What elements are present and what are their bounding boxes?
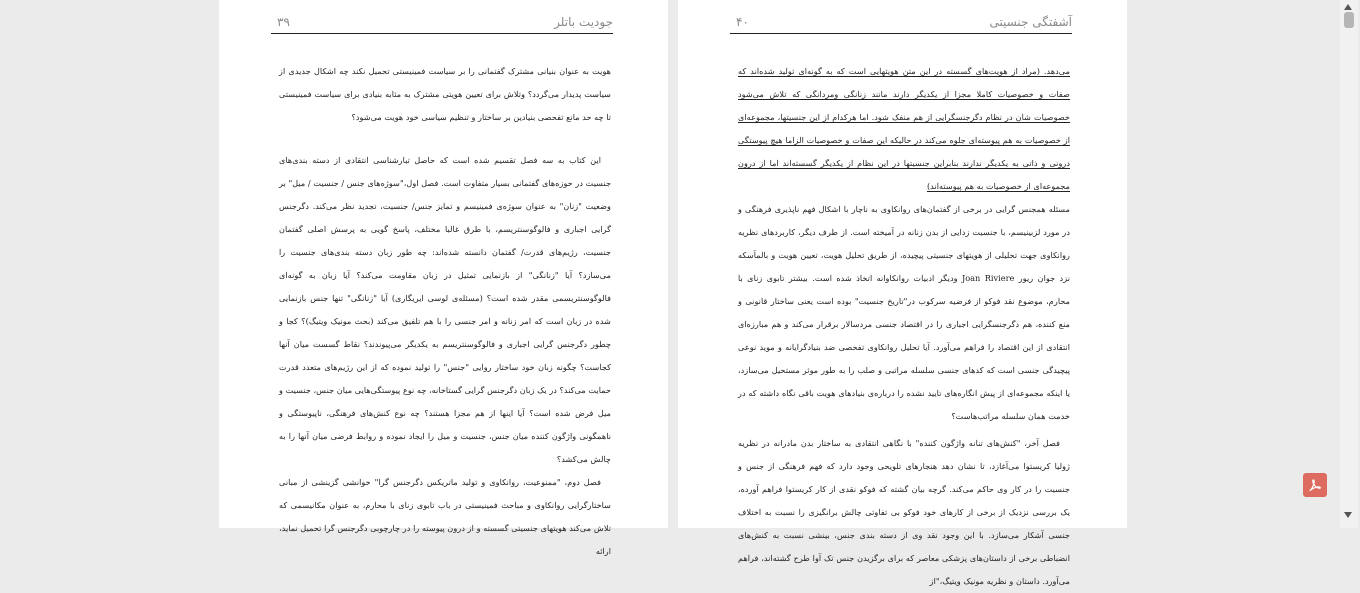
- page-body: [738, 60, 1070, 593]
- paragraph: مسئله همجنس گرایی در برخی از گفتمان‌های روانکاوی به ناچار با اشکال فهم ناپذیری فرهنگی و در مورد لزبینیسم، با جنسیت زدایی از بدن زنانه در آمیخته است. از طرف دیگر، کاربردهای نظریه روانکاوی جهت تحلیلی از هویتهای جنسیتی پیچیده، از طریق تحلیل هویت، تعیین هویت و بالمآسکه نزد جوان ریور Joan Riviere ودیگر ادبیات روانکاوانه اتخاذ شده است. بیشتر تابوی زنای با محارم، موضوع نقد فوکو از فرضیه سرکوب در"تاریخ جنسیت" بوده است یعنی ساختار قانونی و منع کننده، هم دگرجنسگرایی اجباری را در اقتصاد جنسی مردسالار برقرار می‌کند و هم مبارزه‌ای انتقادی از این اقتصاد را فراهم می‌آورد. آیا تحلیل روانکاوی تفحصی ضد بنیادگرایانه و موید نوعی پیچیدگی جنسی است که کدهای جنسی سلسله مراتبی و صلب را به طور موثر مستحیل می‌سازد، یا اینکه مجموعه‌ای از پیش انگاره‌های تایید نشده را درباره‌ی بنیادهای هویت باقی نگاه داشته که در خدمت همان سلسله مراتب‌هاست؟: [738, 204, 1070, 421]
- running-head-title: آشفتگی جنسیتی: [989, 15, 1072, 29]
- paragraph: هویت به عنوان بنیانی مشترک گفتمانی را بر سیاست فمینیستی تحمیل نکند چه اشکال جدیدی از سیاست پدیدار می‌گردد؟ وتلاش برای تعیین هویتی مشترک به مثابه بنیادی برای سیاست فمینیستی تا چه حد مانع تفحصی بنیادین بر ساختار و تنظیم سیاسی خود هویت می‌شود؟: [279, 66, 611, 122]
- page-body: [279, 60, 611, 563]
- paragraph: فصل دوم، "ممنوعیت، روانکاوی و تولید ماتریکس دگرجنس گرا" خوانشی گزینشی از مبانی ساختارگرایی روانکاوی و مباحث فمینیستی در باب تابوی زنای با محارم، به عنوان مکانیسمی که تلاش می‌کند هویتهای جنسیتی گسسته و از درون پیوسته را در چارچوبی دگرجنس گرا تحمیل نماید، ارائه: [279, 477, 611, 556]
- paragraph: فصل آخر، "کنش‌های تنانه واژگون کننده" با نگاهی انتقادی به ساختار بدن مادرانه در نظریه ژولیا کریستوا می‌آغازد، تا نشان دهد هنجارهای تلویحی وجود دارد که فهم فرهنگی از جنس و جنسیت را در کار وی حاکم می‌کند. گرچه بیان گشته که فوکو نقدی از کار کریستوا فراهم آورده، یک بررسی نزدیک از برخی از کارهای خود فوکو بی تفاوتی چالش برانگیزی را نسبت به اختلاف جنسی آشکار می‌سازد. با این وجود نقد وی از دسته بندی جنس، بینشی نسبت به کنش‌های انضباطی برخی از داستان‌های پزشکی معاصر که برای برگزیدن جنس تک آوا طرح گشته‌اند، فراهم می‌آورد. داستان و نظریه مونیک ویتیگ،"از: [738, 438, 1070, 586]
- vertical-scrollbar[interactable]: [1340, 0, 1358, 528]
- document-page-40: [678, 0, 1127, 586]
- page-header: [730, 10, 1072, 34]
- page-number: ۴۰: [736, 15, 749, 29]
- page-header: [271, 10, 613, 34]
- pdf-icon[interactable]: [1303, 473, 1327, 497]
- page-number: ۳۹: [277, 15, 290, 29]
- underlined-paragraph: می‌دهد. (مراد از هویت‌های گسسته در این متن هویتهایی است که به گونه‌ای تولید شده‌اند که صفات و خصوصیات کاملا مجزا از یکدیگر دارند مانند زنانگی ومردانگی که تلاش می‌شود خصوصیات شان در نظام دگرجنسگرایی از هم منفک شود. اما هرکدام از این جنسیتها، مجموعه‌ای از خصوصیات به هم پیوسته‌ای جلوه می‌کند در حالیکه این صفات و خصوصیات الزاما هیچ پیوستگی درونی و ذاتی به یکدیگر ندارند بنابراین جنسیتها در این نظام از یکدیگر گسسته‌اند اما از درون مجموعه‌ای از خصوصیات به هم پیوسته‌اند): [738, 66, 1070, 191]
- document-page-39: [219, 0, 668, 556]
- running-head-author: جودیت باتلر: [554, 15, 613, 29]
- scroll-down-arrow-icon[interactable]: [1344, 512, 1352, 518]
- paragraph: این کتاب به سه فصل تقسیم شده است که حاصل تبارشناسی انتقادی از دسته بندی‌های جنسیت در حوزه‌های گفتمانی بسیار متفاوت است. فصل اول،"سوژه‌های جنس / جنسیت / میل" بر وضعیت "زنان" به عنوان سوژه‌ی فمینیسم و تمایز جنس/ جنسیت، تجدید نظر می‌کند. دگرجنس گرایی اجباری و فالوگوسنتریسم، با طرق غالبا مختلف، پاسخ گویی به پرسش اصلی گفتمان جنسیت، رژیم‌های قدرت/ گفتمان دانسته شده‌اند: چه طور زبان دسته بندی‌های جنسیت را می‌سازد؟ آیا "زنانگی" از بازنمایی تمثیل در زبان مقاومت می‌کند؟ آیا زبان به گونه‌ای فالوگوسنتریسمی مقدر شده است؟ (مسئله‌ی لوسی ایریگاری) آیا "زنانگی" تنها جنس بازنمایی شده در زبان است که امر زنانه و امر جنسی را با هم تلفیق می‌کند (بحث مونیک ویتیگ)؟ کجا و چطور دگرجنس گرایی اجباری و فالوگوسنتریسم به یکدیگر می‌پیوندند؟ نقاط گسست میان آنها کجاست؟ چگونه زبان خود ساختار روایی "جنس" را تولید نموده که از این رژیم‌های متعدد قدرت حمایت می‌کند؟ در یک زبان دگرجنس گرایی گستاخانه، چه نوع پیوستگی‌هایی میان جنس، جنسیت و میل فرض شده است؟ آیا اینها از هم مجزا هستند؟ چه نوع کنش‌های فرهنگی، ناپیوستگی و ناهمگونی واژگون کننده میان جنس، جنسیت و میل را ایجاد نموده و روابط فرضی میان آنها را به چالش می‌کشد؟: [279, 155, 611, 464]
- scroll-up-arrow-icon[interactable]: [1344, 4, 1352, 10]
- acrobat-logo-icon: [1307, 477, 1323, 493]
- scrollbar-thumb[interactable]: [1344, 12, 1354, 28]
